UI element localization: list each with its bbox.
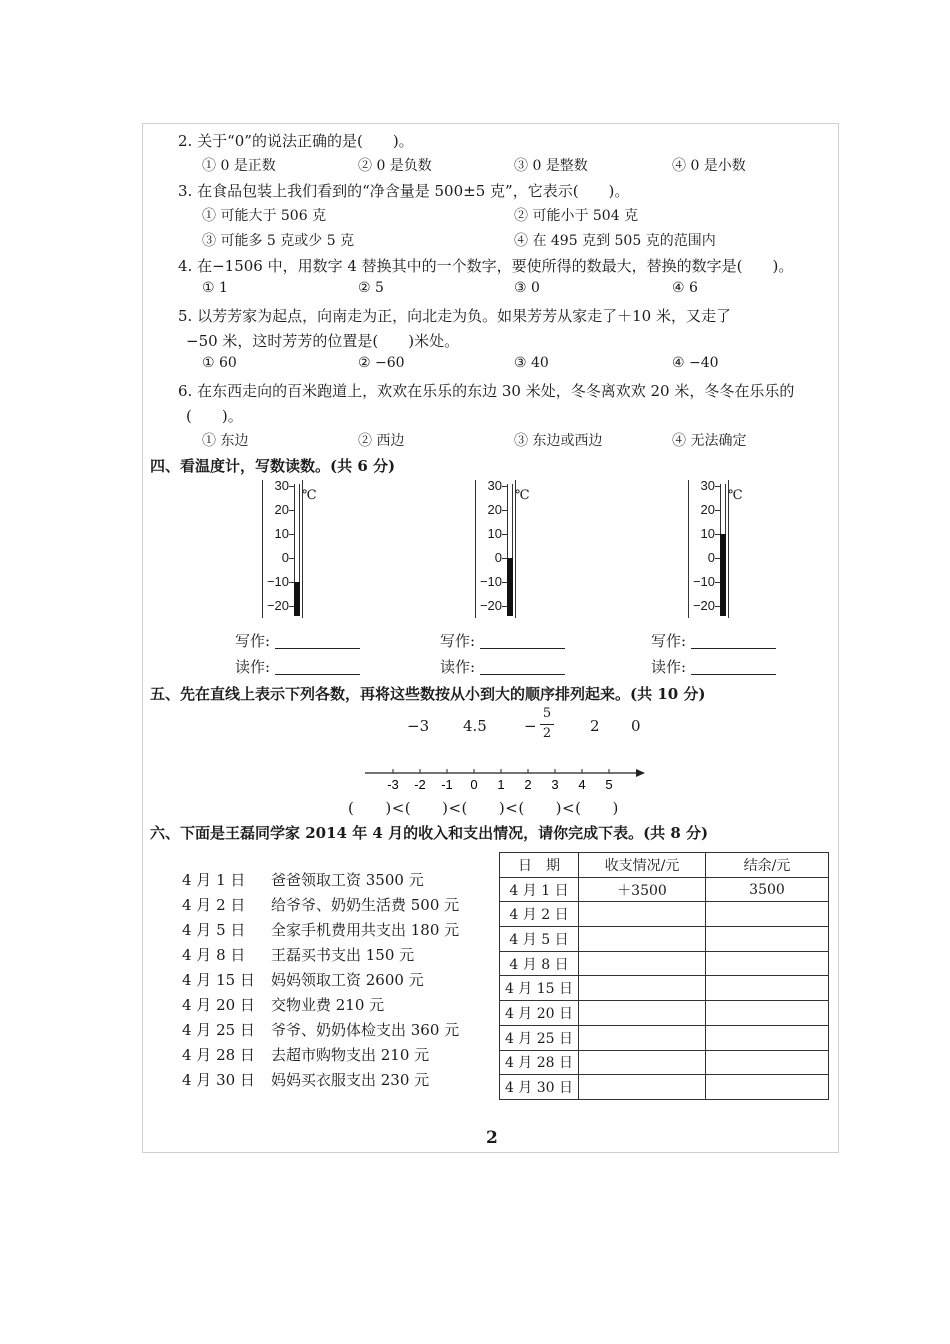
question-4-option-4: ④ 6 bbox=[672, 280, 698, 296]
number-neg-sign: − bbox=[524, 717, 537, 735]
number-line-label: -2 bbox=[414, 777, 426, 792]
thermometer-3-write-blank[interactable] bbox=[691, 648, 776, 649]
ledger-change-cell[interactable] bbox=[579, 1075, 706, 1100]
thermometer-tick bbox=[502, 534, 507, 535]
thermometer-scale-label: −10 bbox=[479, 574, 502, 589]
question-5-stem-line1: 5. 以芳芳家为起点，向南走为正，向北走为负。如果芳芳从家走了＋10 米，又走了 bbox=[178, 307, 731, 325]
thermometer-scale-label: 10 bbox=[274, 526, 289, 541]
list-item-description: 妈妈领取工资 2600 元 bbox=[271, 971, 424, 989]
thermometer-tick bbox=[715, 582, 720, 583]
fraction-denominator: 2 bbox=[542, 726, 552, 741]
thermometer-scale-label: 0 bbox=[281, 550, 289, 565]
ledger-balance-cell[interactable]: 3500 bbox=[706, 877, 829, 902]
ledger-date-cell: 4 月 30 日 bbox=[500, 1075, 579, 1100]
list-item-description: 爸爸领取工资 3500 元 bbox=[271, 871, 424, 889]
thermometer-tick bbox=[289, 486, 294, 487]
thermometer-tick bbox=[289, 510, 294, 511]
list-item-date: 4 月 2 日 bbox=[182, 896, 246, 914]
question-5-stem-line2: −50 米，这时芳芳的位置是( )米处。 bbox=[186, 332, 460, 350]
ledger-balance-cell[interactable] bbox=[706, 1001, 829, 1026]
ledger-table bbox=[499, 852, 829, 1100]
question-5-option-3: ③ 40 bbox=[514, 355, 549, 371]
thermometer-2-read-label: 读作: bbox=[440, 658, 476, 676]
thermometer-1-write-blank[interactable] bbox=[275, 648, 360, 649]
ledger-date-cell: 4 月 28 日 bbox=[500, 1050, 579, 1075]
ledger-row bbox=[500, 902, 829, 927]
thermometer-3-read-blank[interactable] bbox=[691, 674, 776, 675]
question-2-option-1: ① 0 是正数 bbox=[202, 158, 276, 174]
number-line-label: 4 bbox=[578, 777, 586, 792]
ledger-row bbox=[500, 951, 829, 976]
thermometer-mercury bbox=[720, 534, 726, 616]
section-6-title: 六、下面是王磊同学家 2014 年 4 月的收入和支出情况，请你完成下表。(共 8 分) bbox=[150, 824, 709, 842]
ledger-change-cell[interactable] bbox=[579, 1001, 706, 1026]
thermometer-scale-label: 20 bbox=[700, 502, 715, 517]
ledger-balance-cell[interactable] bbox=[706, 1050, 829, 1075]
ledger-balance-cell[interactable] bbox=[706, 1075, 829, 1100]
thermometer-scale-label: 30 bbox=[700, 478, 715, 493]
thermometer-2-write-blank[interactable] bbox=[480, 648, 565, 649]
question-2-stem: 2. 关于“0”的说法正确的是( )。 bbox=[178, 132, 414, 150]
number-line-label: -1 bbox=[441, 777, 453, 792]
question-4-option-2: ② 5 bbox=[358, 280, 384, 296]
question-5-option-4: ④ −40 bbox=[672, 355, 719, 371]
thermometer-1-read-label: 读作: bbox=[235, 658, 271, 676]
question-6-option-2: ② 西边 bbox=[358, 433, 405, 449]
number-line-label: 0 bbox=[470, 777, 478, 792]
ledger-row bbox=[500, 976, 829, 1001]
thermometer-tick bbox=[502, 510, 507, 511]
question-4-stem: 4. 在−1506 中，用数字 4 替换其中的一个数字，要使所得的数最大，替换的数字是( )。 bbox=[178, 257, 794, 275]
thermometer-mercury bbox=[294, 582, 300, 616]
ledger-balance-cell[interactable] bbox=[706, 902, 829, 927]
ledger-date-cell: 4 月 25 日 bbox=[500, 1025, 579, 1050]
thermometer-1-read-blank[interactable] bbox=[275, 674, 360, 675]
ledger-date-cell: 4 月 2 日 bbox=[500, 902, 579, 927]
ledger-date-cell: 4 月 5 日 bbox=[500, 927, 579, 952]
ledger-balance-cell[interactable] bbox=[706, 927, 829, 952]
number-neg3: −3 bbox=[407, 717, 430, 735]
ledger-row bbox=[500, 1050, 829, 1075]
question-5-option-2: ② −60 bbox=[358, 355, 405, 371]
ledger-change-cell[interactable] bbox=[579, 1050, 706, 1075]
question-4-option-1: ① 1 bbox=[202, 280, 228, 296]
list-item-description: 妈妈买衣服支出 230 元 bbox=[271, 1071, 430, 1089]
list-item-description: 爷爷、奶奶体检支出 360 元 bbox=[271, 1021, 460, 1039]
question-3-option-2: ② 可能小于 504 克 bbox=[514, 208, 639, 224]
thermometer-tick bbox=[289, 582, 294, 583]
ledger-date-cell: 4 月 1 日 bbox=[500, 877, 579, 902]
thermometer-3-read-label: 读作: bbox=[651, 658, 687, 676]
number-line-label: 5 bbox=[605, 777, 613, 792]
question-2-option-3: ③ 0 是整数 bbox=[514, 158, 588, 174]
thermometer-scale-label: 0 bbox=[707, 550, 715, 565]
number-line-label: 3 bbox=[551, 777, 559, 792]
thermometer-tick bbox=[715, 606, 720, 607]
number-line-label: 1 bbox=[497, 777, 505, 792]
ledger-change-cell[interactable] bbox=[579, 1025, 706, 1050]
list-item-date: 4 月 1 日 bbox=[182, 871, 246, 889]
header-change: 收支情况/元 bbox=[579, 853, 706, 878]
thermometer-scale-label: −10 bbox=[692, 574, 715, 589]
fraction-bar bbox=[540, 724, 554, 725]
list-item-date: 4 月 15 日 bbox=[182, 971, 255, 989]
ledger-row bbox=[500, 1025, 829, 1050]
thermometer-tick bbox=[715, 486, 720, 487]
thermometer-3-write-label: 写作: bbox=[651, 632, 687, 650]
page-number: 2 bbox=[486, 1128, 498, 1148]
thermometer-scale-label: 20 bbox=[274, 502, 289, 517]
question-6-option-1: ① 东边 bbox=[202, 433, 249, 449]
ledger-change-cell[interactable] bbox=[579, 927, 706, 952]
thermometer-tick bbox=[289, 558, 294, 559]
number-4-5: 4.5 bbox=[463, 717, 487, 735]
celsius-unit: ℃ bbox=[728, 488, 743, 503]
thermometer-tick bbox=[502, 606, 507, 607]
number-line-label: 2 bbox=[524, 777, 532, 792]
question-6-option-4: ④ 无法确定 bbox=[672, 433, 747, 449]
thermometer-tick bbox=[715, 558, 720, 559]
ledger-change-cell[interactable] bbox=[579, 902, 706, 927]
section-5-title: 五、先在直线上表示下列各数，再将这些数按从小到大的顺序排列起来。(共 10 分) bbox=[150, 685, 706, 703]
thermometer-tick bbox=[715, 534, 720, 535]
thermometer-scale-label: −20 bbox=[479, 598, 502, 613]
question-3-stem: 3. 在食品包装上我们看到的“净含量是 500±5 克”，它表示( )。 bbox=[178, 182, 630, 200]
thermometer-scale-label: −20 bbox=[692, 598, 715, 613]
thermometer-scale-label: 10 bbox=[487, 526, 502, 541]
ledger-row bbox=[500, 1075, 829, 1100]
question-6-option-3: ③ 东边或西边 bbox=[514, 433, 603, 449]
list-item-date: 4 月 25 日 bbox=[182, 1021, 255, 1039]
ledger-row bbox=[500, 877, 829, 902]
ledger-change-cell[interactable] bbox=[579, 951, 706, 976]
question-3-option-4: ④ 在 495 克到 505 克的范围内 bbox=[514, 233, 716, 249]
thermometer-scale-label: 30 bbox=[274, 478, 289, 493]
list-item-description: 全家手机费用共支出 180 元 bbox=[271, 921, 460, 939]
thermometer-scale-label: 20 bbox=[487, 502, 502, 517]
question-6-stem-line1: 6. 在东西走向的百米跑道上，欢欢在乐乐的东边 30 米处，冬冬离欢欢 20 米，冬冬在乐乐的 bbox=[178, 382, 795, 400]
list-item-date: 4 月 28 日 bbox=[182, 1046, 255, 1064]
ordering-blanks[interactable]: ( )<( )<( )<( )<( ) bbox=[348, 799, 619, 817]
ledger-row bbox=[500, 1001, 829, 1026]
ledger-date-cell: 4 月 8 日 bbox=[500, 951, 579, 976]
list-item-date: 4 月 5 日 bbox=[182, 921, 246, 939]
thermometer-tick bbox=[289, 534, 294, 535]
thermometer-scale-label: −10 bbox=[266, 574, 289, 589]
list-item-description: 去超市购物支出 210 元 bbox=[271, 1046, 430, 1064]
list-item-description: 王磊买书支出 150 元 bbox=[271, 946, 415, 964]
thermometer-2-read-blank[interactable] bbox=[480, 674, 565, 675]
celsius-unit: ℃ bbox=[515, 488, 530, 503]
thermometer-scale-label: −20 bbox=[266, 598, 289, 613]
thermometer-tick bbox=[289, 606, 294, 607]
header-balance: 结余/元 bbox=[706, 853, 829, 878]
list-item-date: 4 月 30 日 bbox=[182, 1071, 255, 1089]
number-2: 2 bbox=[590, 717, 600, 735]
ledger-date-cell: 4 月 15 日 bbox=[500, 976, 579, 1001]
number-line[interactable] bbox=[360, 763, 650, 793]
question-2-option-2: ② 0 是负数 bbox=[358, 158, 432, 174]
thermometer-2-write-label: 写作: bbox=[440, 632, 476, 650]
ledger-date-cell: 4 月 20 日 bbox=[500, 1001, 579, 1026]
question-6-stem-line2: ( )。 bbox=[186, 407, 243, 425]
thermometer-tick bbox=[502, 558, 507, 559]
question-3-option-1: ① 可能大于 506 克 bbox=[202, 208, 327, 224]
thermometer-scale-label: 10 bbox=[700, 526, 715, 541]
ledger-change-cell[interactable]: ＋3500 bbox=[579, 877, 706, 902]
thermometer-tick bbox=[502, 582, 507, 583]
ledger-balance-cell[interactable] bbox=[706, 1025, 829, 1050]
thermometer-1-write-label: 写作: bbox=[235, 632, 271, 650]
ledger-header-row bbox=[500, 853, 829, 878]
ledger-row bbox=[500, 927, 829, 952]
header-date: 日 期 bbox=[500, 853, 579, 878]
ledger-balance-cell[interactable] bbox=[706, 976, 829, 1001]
thermometer-tick bbox=[715, 510, 720, 511]
question-4-option-3: ③ 0 bbox=[514, 280, 540, 296]
thermometer-mercury bbox=[507, 558, 513, 616]
ledger-change-cell[interactable] bbox=[579, 976, 706, 1001]
list-item-description: 给爷爷、奶奶生活费 500 元 bbox=[271, 896, 460, 914]
section-4-title: 四、看温度计，写数读数。(共 6 分) bbox=[150, 457, 396, 475]
list-item-description: 交物业费 210 元 bbox=[271, 996, 385, 1014]
question-2-option-4: ④ 0 是小数 bbox=[672, 158, 746, 174]
ledger-balance-cell[interactable] bbox=[706, 951, 829, 976]
question-5-option-1: ① 60 bbox=[202, 355, 237, 371]
thermometer-scale-label: 0 bbox=[494, 550, 502, 565]
thermometer-tick bbox=[502, 486, 507, 487]
celsius-unit: ℃ bbox=[302, 488, 317, 503]
thermometer-scale-label: 30 bbox=[487, 478, 502, 493]
list-item-date: 4 月 8 日 bbox=[182, 946, 246, 964]
question-3-option-3: ③ 可能多 5 克或少 5 克 bbox=[202, 233, 355, 249]
number-line-label: -3 bbox=[387, 777, 399, 792]
fraction-numerator: 5 bbox=[542, 706, 552, 721]
list-item-date: 4 月 20 日 bbox=[182, 996, 255, 1014]
number-0: 0 bbox=[631, 717, 641, 735]
